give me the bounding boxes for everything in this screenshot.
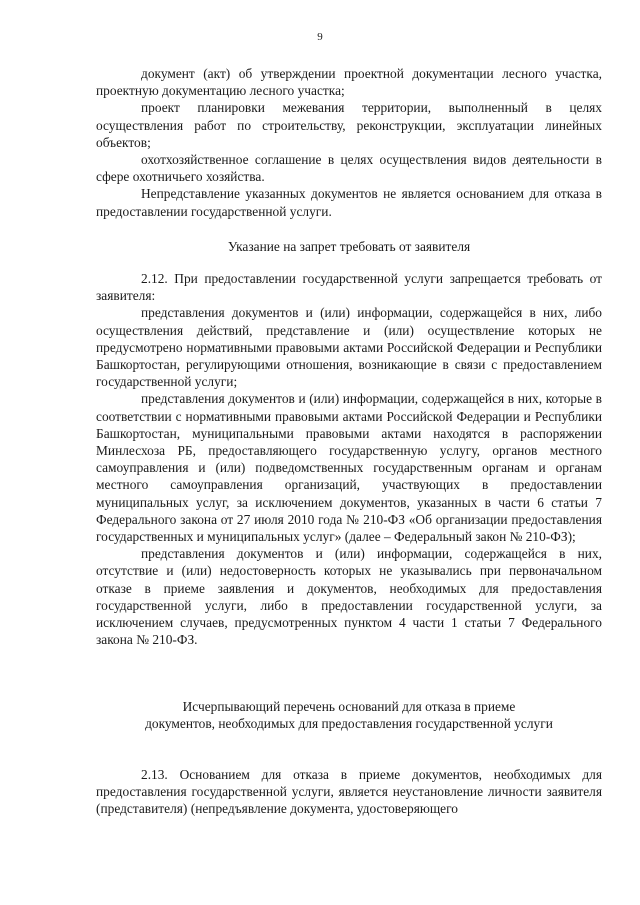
- paragraph: проект планировки межевания территории, выполненный в целях осуществления работ по строительству, реконструкции, эксплуатации линейных объектов;: [96, 100, 602, 150]
- heading-line: Исчерпывающий перечень оснований для отказа в приеме: [182, 699, 516, 714]
- paragraph: 2.12. При предоставлении государственной услуги запрещается требовать от заявителя:: [96, 271, 602, 304]
- section-2-13: [96, 766, 602, 818]
- paragraph: представления документов и (или) информации, содержащейся в них, которые в соответствии с нормативными правовыми актами Российской Федерации и Республики Башкортостан, муниципальными правовыми актами находятся в распоряжении Минлесхоза РБ, предоставляющего государственную услугу, органов местного самоуправления и (или) подведомственных государственным органам и органам местного самоуправления организаций, участвующих в предоставлении муниципальных услуг, за исключением документов, указанных в части 6 статьи 7 Федерального закона от 27 июля 2010 года № 210-ФЗ «Об организации предоставления государственных и муниципальных услуг» (далее – Федеральный закон № 210-ФЗ);: [96, 391, 602, 545]
- paragraph: 2.13. Основанием для отказа в приеме документов, необходимых для предоставления государственной услуги, является неустановление личности заявителя (представителя) (непредъявление документа, удостоверяющего: [96, 767, 602, 817]
- paragraph: охотхозяйственное соглашение в целях осуществления видов деятельности в сфере охотничьего хозяйства.: [96, 152, 602, 185]
- paragraph: представления документов и (или) информации, содержащейся в них, отсутствие и (или) недостоверность которых не указывались при первоначальном отказе в приеме заявления и документов, необходимых для предоставления государственной услуги, либо в предоставлении государственной услуги, за исключением случаев, предусмотренных пунктом 4 части 1 статьи 7 Федерального закона № 210-ФЗ.: [96, 546, 602, 648]
- section-documents-list: [96, 65, 602, 220]
- paragraph: представления документов и (или) информации, содержащейся в них, либо осуществления действий, представление и (или) осуществление которых не предусмотрено нормативными правовыми актами Российской Федерации и Республики Башкортостан, регулирующими отношения, возникающие в связи с предоставлением государственной услуги;: [96, 305, 602, 390]
- page-number: 9: [317, 31, 323, 43]
- section-heading: [96, 698, 602, 732]
- paragraph: Непредставление указанных документов не является основанием для отказа в предоставлении государственной услуги.: [96, 186, 602, 219]
- section-heading: [96, 238, 602, 255]
- section-2-12: [96, 270, 602, 648]
- heading-line: документов, необходимых для предоставления государственной услуги: [145, 716, 553, 732]
- paragraph: документ (акт) об утверждении проектной документации лесного участка, проектную документацию лесного участка;: [96, 66, 602, 99]
- heading-line: Указание на запрет требовать от заявителя: [227, 239, 471, 254]
